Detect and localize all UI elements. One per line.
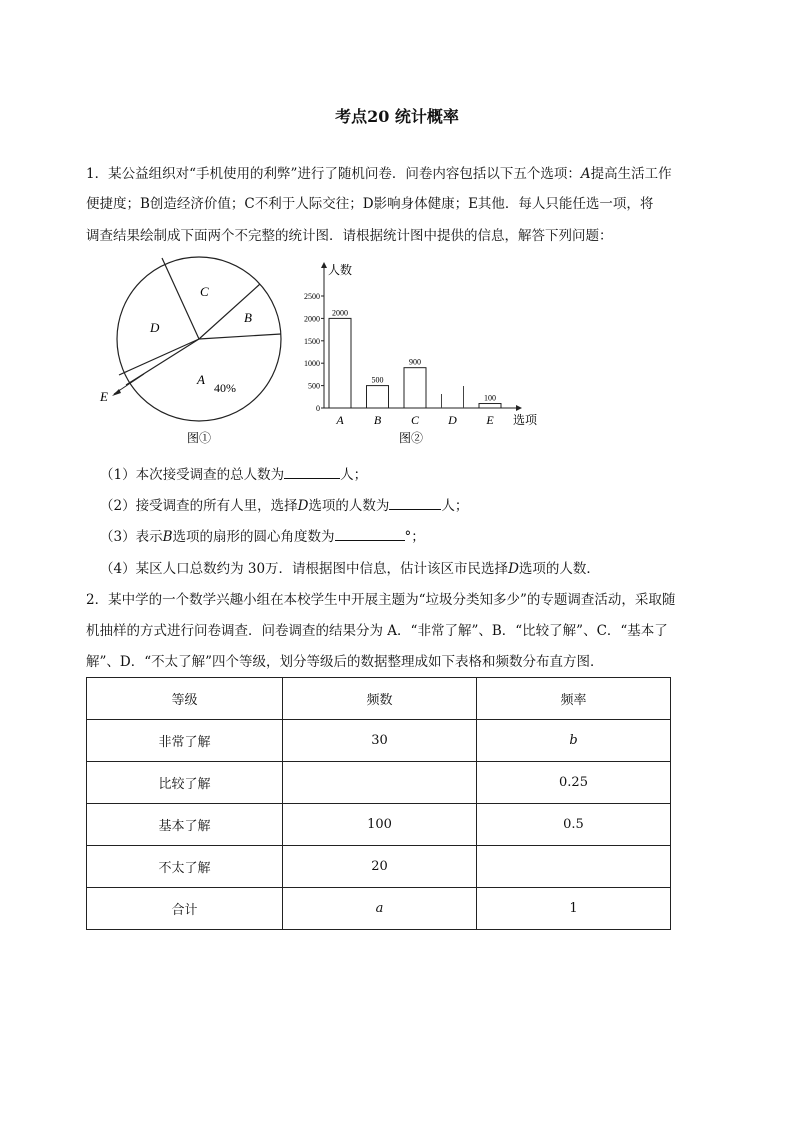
pie-label-c: C xyxy=(200,284,209,299)
problem1-line2: 便捷度；B创造经济价值；C不利于人际交往；D影响身体健康；E其他．每人只能任选一项，将 xyxy=(86,196,654,212)
bar-value-label: 500 xyxy=(371,375,384,385)
pie-divider-d-e xyxy=(119,339,199,375)
problem2-line3: 解”、D．“不太了解”四个等级，划分等级后的数据整理成如下表格和频数分布直方图． xyxy=(86,654,604,670)
problem2-line2: 机抽样的方式进行问卷调查．问卷调查的结果分为 A．“非常了解”、B．“比较了解”、C．“基本了 xyxy=(86,623,668,639)
bar-value-label: 2000 xyxy=(332,308,348,318)
header-frequency: 频数 xyxy=(283,678,477,720)
question-2: （2）接受调查的所有人里，选择D选项的人数为 人； xyxy=(100,494,468,514)
table-cell: 20 xyxy=(283,846,477,888)
table-cell: 不太了解 xyxy=(87,846,283,888)
table-cell: 0.25 xyxy=(477,762,671,804)
table-row xyxy=(87,846,671,888)
x-tick-label: E xyxy=(486,413,494,427)
bar-chart xyxy=(292,256,552,456)
table-cell: 比较了解 xyxy=(87,762,283,804)
pie-label-b: B xyxy=(244,310,252,325)
y-tick-label: 2000 xyxy=(304,314,320,324)
table-header-row xyxy=(87,678,671,720)
table-cell: b xyxy=(477,720,671,762)
answer-blank-2[interactable] xyxy=(389,495,441,510)
chart-xlabel: 选项 xyxy=(513,413,538,427)
pie-divider-a-b xyxy=(199,334,281,339)
problem2-line1: 2．某中学的一个数学兴趣小组在本校学生中开展主题为“垃圾分类知多少”的专题调查活动，采取随 xyxy=(86,592,676,608)
problem1-line3: 调查结果绘制成下面两个不完整的统计图．请根据统计图中提供的信息，解答下列问题： xyxy=(86,228,613,244)
header-rate: 频率 xyxy=(477,678,671,720)
y-axis-arrowhead xyxy=(321,262,327,268)
x-axis-arrowhead xyxy=(516,405,522,411)
pie-chart xyxy=(92,254,292,454)
table-cell: 0.5 xyxy=(477,804,671,846)
frequency-table xyxy=(86,677,671,930)
table-cell xyxy=(283,762,477,804)
bar-value-label: 100 xyxy=(484,393,496,403)
x-tick-label: C xyxy=(410,413,420,427)
problem1-line1: 1．某公益组织对“手机使用的利弊”进行了随机问卷．问卷内容包括以下五个选项：A提高生活工作 xyxy=(86,166,672,182)
chart-title: 图② xyxy=(399,431,424,445)
table-cell: 合计 xyxy=(87,888,283,930)
bar xyxy=(367,386,389,408)
answer-blank-3[interactable] xyxy=(335,526,405,541)
table-cell: 100 xyxy=(283,804,477,846)
bar xyxy=(479,404,501,408)
table-cell: 1 xyxy=(477,888,671,930)
table-cell: 非常了解 xyxy=(87,720,283,762)
x-tick-label: B xyxy=(373,413,382,427)
pie-caption: 图① xyxy=(187,431,212,445)
question-4: （4）某区人口总数约为 30万．请根据图中信息，估计该区市民选择D选项的人数． xyxy=(100,561,600,577)
table-cell: 30 xyxy=(283,720,477,762)
y-tick-label: 1500 xyxy=(304,336,320,346)
pie-divider-c-d xyxy=(162,258,199,339)
pie-label-e: E xyxy=(100,389,108,404)
pie-label-a: A xyxy=(197,372,205,387)
chart-ylabel: 人数 xyxy=(328,263,353,277)
bar xyxy=(404,368,426,408)
question-1: （1）本次接受调查的总人数为 人； xyxy=(100,463,367,483)
x-tick-label: A xyxy=(336,413,344,427)
table-row xyxy=(87,804,671,846)
y-tick-label: 2500 xyxy=(304,292,320,301)
answer-blank-1[interactable] xyxy=(284,464,340,479)
bar xyxy=(329,318,351,408)
table-cell xyxy=(477,846,671,888)
table-row xyxy=(87,762,671,804)
page-title: 考点20 统计概率 xyxy=(335,107,459,126)
table-row xyxy=(87,888,671,930)
x-tick-label: D xyxy=(448,413,457,427)
table-cell: 基本了解 xyxy=(87,804,283,846)
y-tick-label: 1000 xyxy=(304,359,320,369)
y-tick-label: 0 xyxy=(316,404,320,413)
pie-label-d: D xyxy=(150,320,160,335)
bar-value-label: 900 xyxy=(409,357,421,367)
question-3: （3）表示B选项的扇形的圆心角度数为 °； xyxy=(100,525,425,545)
y-tick-label: 500 xyxy=(308,381,320,391)
table-row xyxy=(87,720,671,762)
table-cell: a xyxy=(283,888,477,930)
header-level: 等级 xyxy=(87,678,283,720)
pie-percent-a: 40% xyxy=(214,381,236,395)
